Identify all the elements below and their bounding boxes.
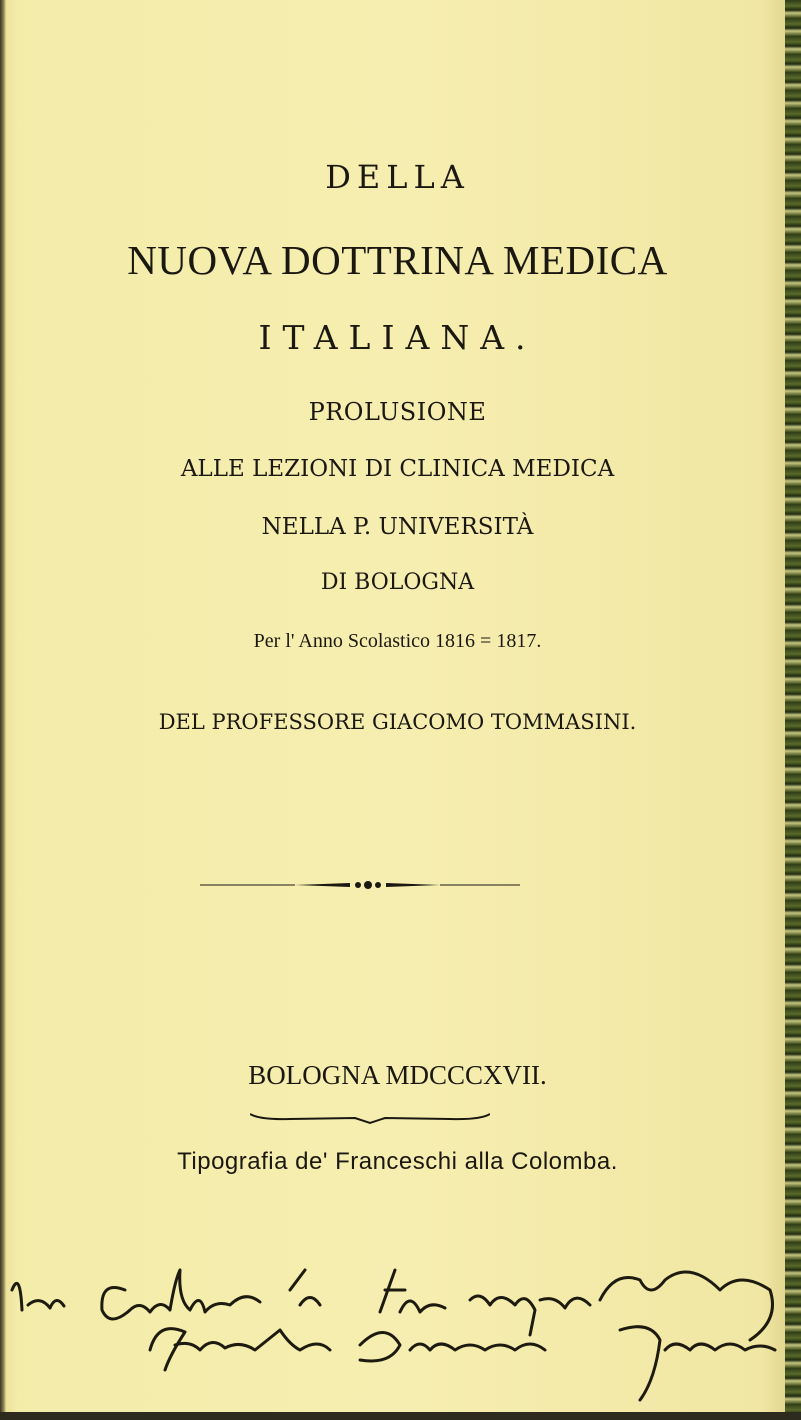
academic-year: Per l' Anno Scolastico 1816 = 1817. xyxy=(253,630,542,652)
bottom-edge xyxy=(0,1412,801,1420)
author-line: DEL PROFESSORE GIACOMO TOMMASINI. xyxy=(158,710,637,734)
imprint-place-year: BOLOGNA MDCCCXVII. xyxy=(248,1060,547,1090)
subtitle-lezioni: ALLE LEZIONI DI CLINICA MEDICA xyxy=(180,456,615,482)
subtitle-bologna: DI BOLOGNA xyxy=(320,570,475,595)
title-italiana: ITALIANA. xyxy=(258,318,537,357)
handwritten-inscription xyxy=(0,1250,801,1420)
ornament-rule xyxy=(200,875,520,895)
subtitle-universita: NELLA P. UNIVERSITÀ xyxy=(261,514,534,540)
subtitle-prolusione: PROLUSIONE xyxy=(308,398,487,426)
printer-line: Tipografia de' Franceschi alla Colomba. xyxy=(177,1148,618,1175)
main-title: NUOVA DOTTRINA MEDICA xyxy=(127,237,668,283)
imprint-rule xyxy=(250,1110,490,1126)
heading-della: DELLA xyxy=(325,158,470,196)
